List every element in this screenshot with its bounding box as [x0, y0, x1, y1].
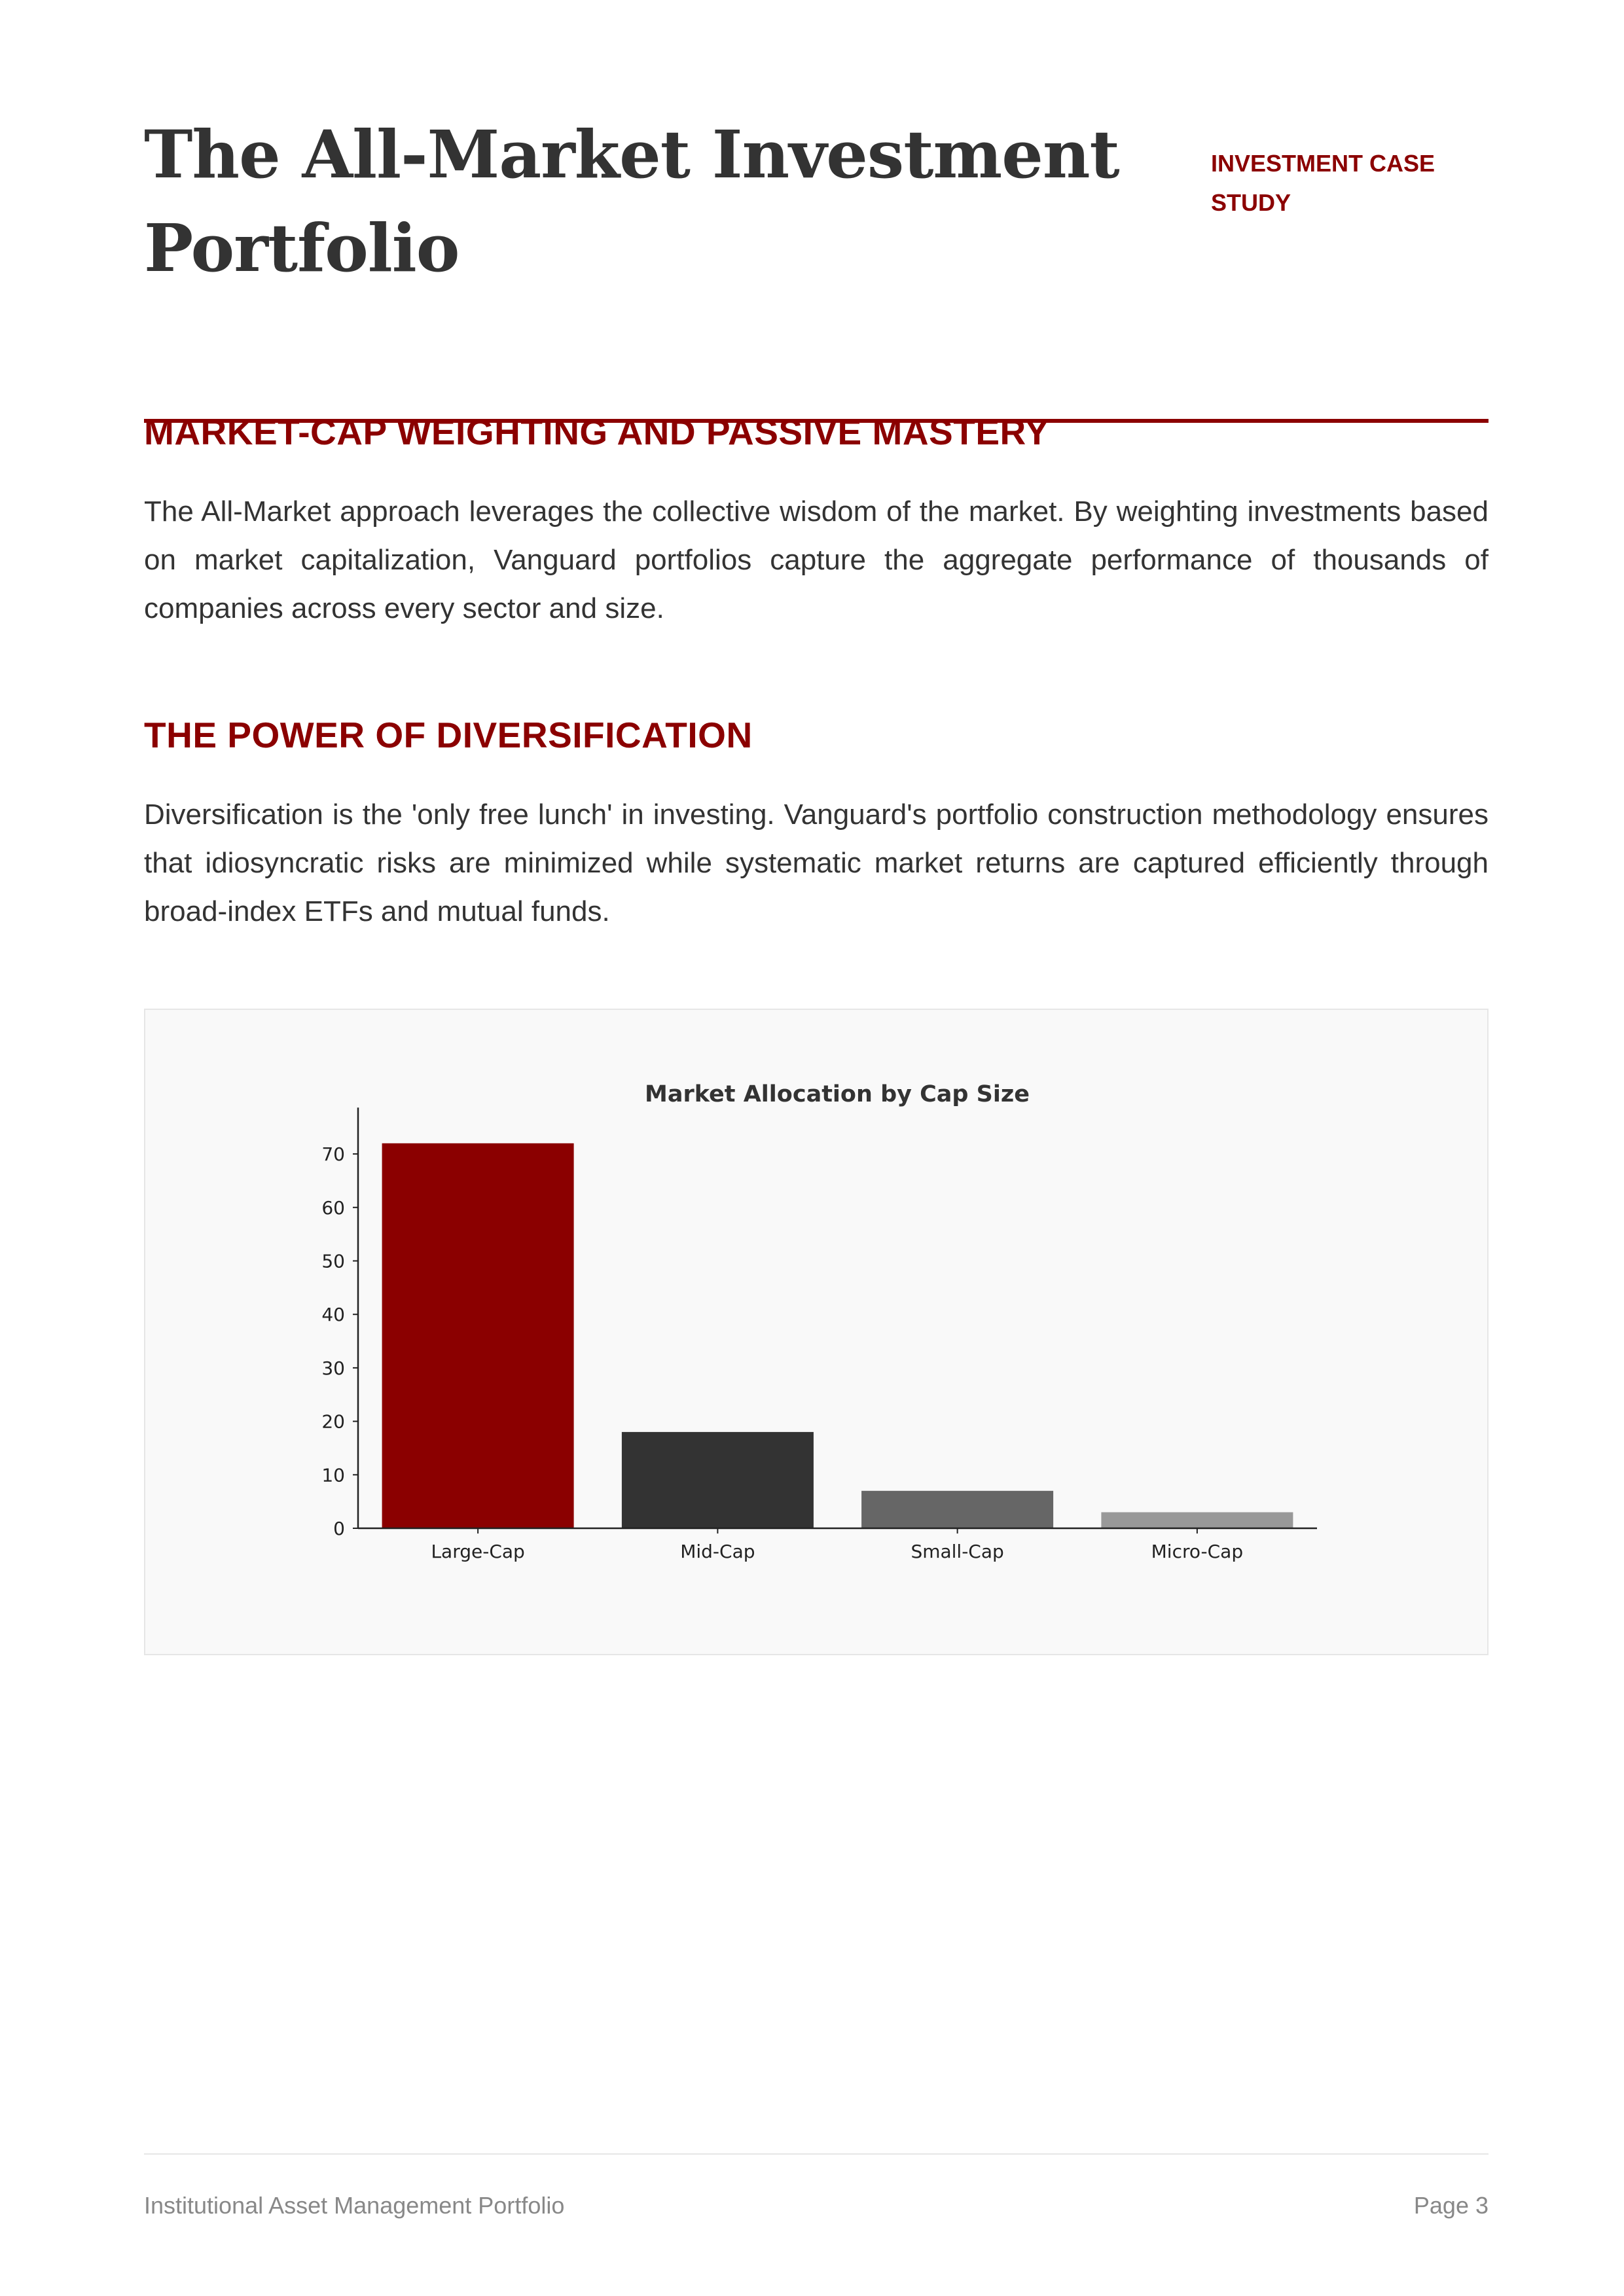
y-tick-label: 70	[321, 1143, 345, 1166]
y-tick-label: 50	[321, 1250, 345, 1272]
section-heading-diversification: THE POWER OF DIVERSIFICATION	[144, 715, 753, 755]
bar-mid-cap	[622, 1432, 814, 1528]
x-tick-label: Large-Cap	[431, 1541, 525, 1562]
bar-small-cap	[861, 1491, 1053, 1528]
chart-figure	[144, 1009, 1489, 1655]
footer-document-name: Institutional Asset Management Portfolio	[144, 2192, 565, 2219]
section-body-market-cap: The All-Market approach leverages the collective wisdom of the market. By weighting investments based on market capitalization, Vanguard portfolios capture the aggregate performance of thousands of companies across every sector and size.	[144, 495, 1489, 624]
y-tick-label: 20	[321, 1410, 345, 1433]
y-tick-label: 30	[321, 1357, 345, 1379]
x-tick-label: Mid-Cap	[680, 1541, 755, 1562]
section-heading-market-cap: MARKET-CAP WEIGHTING AND PASSIVE MASTERY	[144, 412, 1049, 452]
y-tick-label: 10	[321, 1464, 345, 1486]
document-page	[144, 0, 1489, 2296]
document-title: The All-Market Investment Portfolio	[144, 116, 1119, 287]
bar-chart	[145, 1010, 1487, 1654]
chart-title: Market Allocation by Cap Size	[645, 1081, 1030, 1107]
footer-page-number: Page 3	[1413, 2192, 1489, 2219]
x-tick-label: Small-Cap	[911, 1541, 1004, 1562]
document-header	[144, 105, 1489, 321]
x-tick-label: Micro-Cap	[1151, 1541, 1244, 1562]
chart-plot-area	[321, 1107, 1317, 1562]
footer-divider	[144, 2153, 1489, 2155]
bar-large-cap	[382, 1143, 574, 1528]
y-tick-label: 0	[333, 1518, 345, 1539]
bar-micro-cap	[1101, 1513, 1293, 1529]
y-tick-label: 40	[321, 1304, 345, 1326]
y-tick-label: 60	[321, 1196, 345, 1219]
document-type-label: INVESTMENT CASE STUDY	[1211, 150, 1435, 216]
section-body-diversification: Diversification is the 'only free lunch' in investing. Vanguard's portfolio construction methodology ensures that idiosyncratic risks are minimized while systematic market returns are captured efficiently through broad-index ETFs and mutual funds.	[144, 798, 1489, 927]
